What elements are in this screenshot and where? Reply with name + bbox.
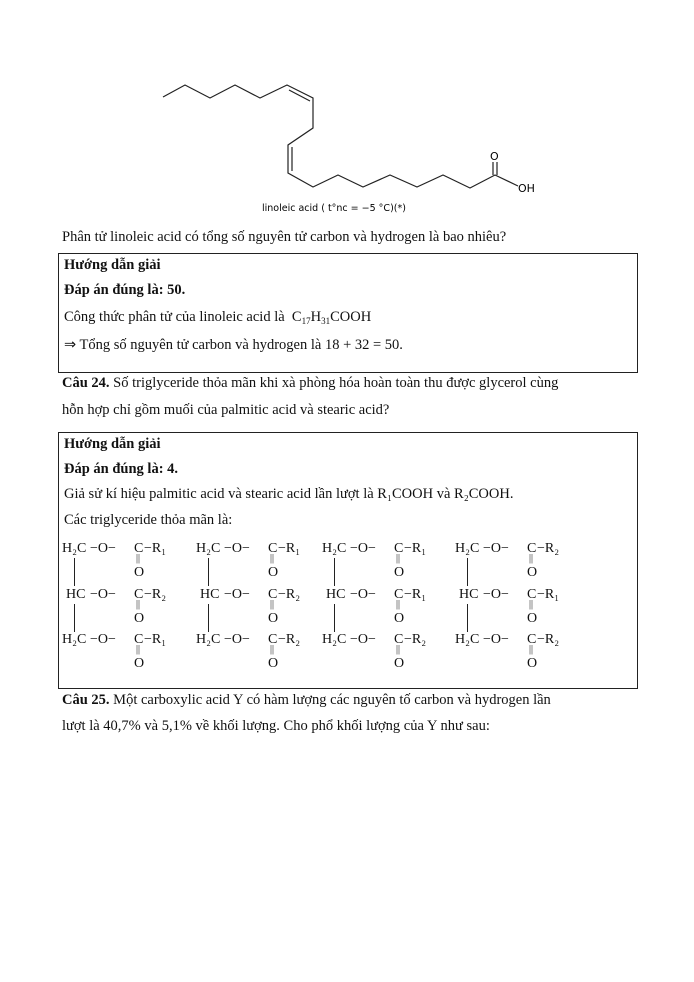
backbone-bond — [334, 604, 335, 632]
ester-oxygen: −O− — [224, 632, 250, 647]
double-bond: || — [136, 553, 141, 564]
solution-heading: Hướng dẫn giải — [64, 257, 161, 273]
formula: $C_{17}H_{31}COOH$ — [291, 309, 372, 326]
carbon-group: H₂C — [455, 541, 480, 556]
carbon-group: H₂C — [196, 541, 221, 556]
carbonyl-carbon: C — [527, 586, 537, 602]
oxygen-label: O — [490, 150, 499, 163]
question-24-line2: hỗn hợp chỉ gồm muối của palmitic acid và stearic acid? — [62, 402, 390, 418]
double-bond: || — [529, 598, 534, 610]
carbonyl-carbon: C — [268, 586, 278, 602]
backbone-bond — [74, 558, 75, 586]
r-group: −R₁ — [537, 586, 560, 602]
carbonyl-oxygen: O — [527, 565, 538, 580]
assumption-line: Giả sử kí hiệu palmitic acid và stearic acid lần lượt là R₁COOH và R₂COOH. — [64, 486, 514, 502]
hydroxyl-label: OH — [518, 182, 535, 195]
ester-oxygen: −O− — [350, 541, 376, 556]
triglyceride-structure — [455, 541, 585, 681]
r-group: −R₂ — [144, 586, 167, 602]
r-group: −R₂ — [278, 586, 301, 602]
carbonyl-oxygen: O — [268, 565, 279, 580]
carbon-group: H₂C — [455, 632, 480, 647]
double-bond: || — [396, 598, 401, 610]
double-bond: || — [529, 553, 534, 564]
triglyceride-intro: Các triglyceride thỏa mãn là: — [64, 512, 233, 528]
r-group: −R₁ — [404, 541, 427, 556]
figure-caption: linoleic acid ( t°nc = −5 °C)(*) — [262, 203, 406, 214]
backbone-bond — [74, 604, 75, 632]
r-group: −R₁ — [144, 541, 167, 556]
carbonyl-carbon: C — [268, 632, 278, 647]
formula-label: Công thức phân tử của linoleic acid là — [64, 309, 285, 325]
ester-oxygen: −O− — [350, 586, 376, 602]
double-bond: || — [396, 644, 401, 655]
question-25-line1: Câu 25. Một carboxylic acid Y có hàm lượng các nguyên tố carbon và hydrogen lần — [62, 692, 551, 708]
carbonyl-oxygen: O — [394, 610, 405, 626]
r-group: −R₂ — [537, 632, 560, 647]
answer-text: Đáp án đúng là: 50. — [64, 282, 186, 298]
backbone-bond — [334, 558, 335, 586]
ester-oxygen: −O− — [350, 632, 376, 647]
carbonyl-carbon: C — [134, 632, 144, 647]
carbonyl-carbon: C — [134, 541, 144, 556]
carbon-group: H₂C — [322, 632, 347, 647]
double-bond: || — [136, 644, 141, 655]
carbon-group: H₂C — [196, 632, 221, 647]
backbone-bond — [208, 558, 209, 586]
carbonyl-oxygen: O — [134, 610, 145, 626]
carbonyl-oxygen: O — [394, 656, 405, 671]
answer-text: Đáp án đúng là: 4. — [64, 461, 179, 477]
double-bond: || — [270, 644, 275, 655]
carbon-group: HC — [200, 586, 220, 602]
ester-oxygen: −O− — [483, 586, 509, 602]
carbonyl-carbon: C — [394, 541, 404, 556]
carbonyl-oxygen: O — [268, 656, 279, 671]
conclusion-line: ⇒ Tổng số nguyên tử carbon và hydrogen là 18 + 32 = 50. — [64, 337, 403, 353]
ester-oxygen: −O− — [224, 541, 250, 556]
solution-heading: Hướng dẫn giải — [64, 436, 161, 452]
question-24-line1: Câu 24. Số triglyceride thỏa mãn khi xà phòng hóa hoàn toàn thu được glycerol cùng — [62, 375, 559, 391]
double-bond: || — [136, 598, 141, 610]
carbon-group: HC — [66, 586, 86, 602]
carbonyl-carbon: C — [394, 632, 404, 647]
carbonyl-carbon: C — [527, 541, 537, 556]
carbonyl-carbon: C — [134, 586, 144, 602]
carbon-group: HC — [459, 586, 479, 602]
carbon-group: H₂C — [322, 541, 347, 556]
question-23: Phân tử linoleic acid có tổng số nguyên tử carbon và hydrogen là bao nhiêu? — [62, 229, 507, 245]
triglyceride-structure — [196, 541, 326, 681]
carbonyl-oxygen: O — [268, 610, 279, 626]
question-25-line2: lượt là 40,7% và 5,1% về khối lượng. Cho phổ khối lượng của Y như sau: — [62, 718, 490, 734]
ester-oxygen: −O− — [483, 632, 509, 647]
carbonyl-oxygen: O — [527, 656, 538, 671]
carbonyl-oxygen: O — [134, 565, 145, 580]
carbonyl-carbon: C — [527, 632, 537, 647]
backbone-bond — [467, 558, 468, 586]
formula-line — [64, 309, 371, 326]
double-bond: || — [270, 598, 275, 610]
carbonyl-oxygen: O — [394, 565, 405, 580]
carbon-group: H₂C — [62, 541, 87, 556]
r-group: −R₂ — [278, 632, 301, 647]
double-bond: || — [529, 644, 534, 655]
ester-oxygen: −O− — [224, 586, 250, 602]
r-group: −R₁ — [278, 541, 301, 556]
ester-oxygen: −O− — [90, 632, 116, 647]
carbonyl-carbon: C — [394, 586, 404, 602]
ester-oxygen: −O− — [90, 541, 116, 556]
carbon-group: H₂C — [62, 632, 87, 647]
backbone-bond — [208, 604, 209, 632]
triglyceride-structure — [322, 541, 452, 681]
r-group: −R₁ — [144, 632, 167, 647]
backbone-bond — [467, 604, 468, 632]
r-group: −R₂ — [404, 632, 427, 647]
ester-oxygen: −O− — [483, 541, 509, 556]
r-group: −R₂ — [537, 541, 560, 556]
carbonyl-oxygen: O — [527, 610, 538, 626]
linoleic-acid-structure — [0, 0, 694, 230]
triglyceride-structure — [62, 541, 192, 681]
carbonyl-oxygen: O — [134, 656, 145, 671]
carbonyl-carbon: C — [268, 541, 278, 556]
carbon-group: HC — [326, 586, 346, 602]
carbon-chain-top — [163, 85, 518, 188]
double-bond: || — [270, 553, 275, 564]
double-bond: || — [396, 553, 401, 564]
r-group: −R₁ — [404, 586, 427, 602]
ester-oxygen: −O− — [90, 586, 116, 602]
